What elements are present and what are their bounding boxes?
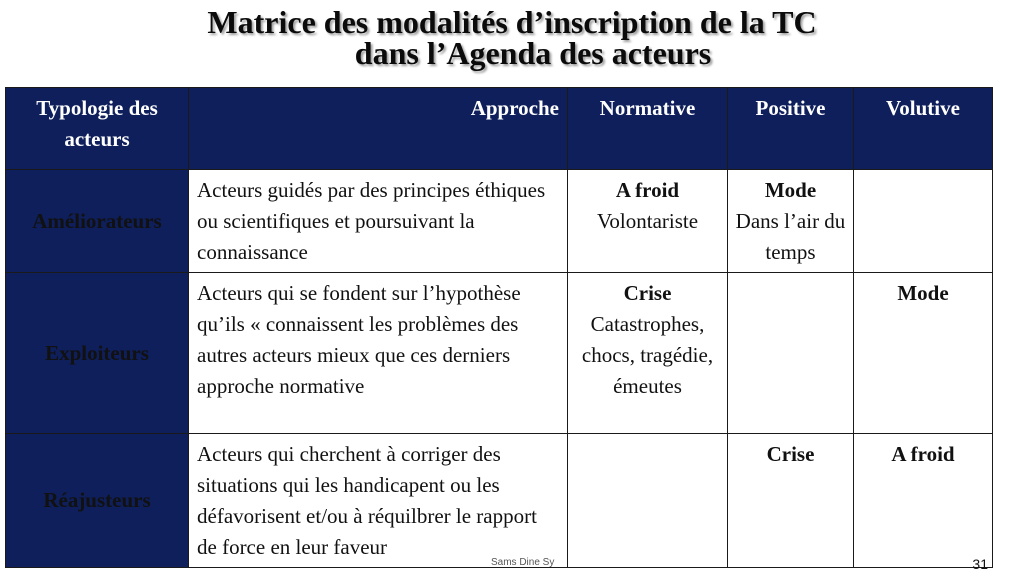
footer-author: Sams Dine Sy	[491, 557, 555, 568]
header-approche: Approche	[189, 88, 568, 170]
header-typologie: Typologie des acteurs	[6, 88, 189, 170]
table-row-reajusteurs	[6, 434, 993, 568]
cell-normative	[568, 273, 728, 434]
cell-bold-text: Mode	[764, 178, 817, 202]
cell-volutive	[854, 170, 993, 273]
header-positive: Positive	[728, 88, 854, 170]
row-description: Acteurs qui cherchent à corriger des situations qui les handicapent ou les défavorisent et/ou à réquilbrer le rapport de force en leur faveur	[189, 434, 568, 568]
table-row-exploiteurs	[6, 273, 993, 434]
cell-bold-text: Mode	[897, 281, 949, 305]
table-row-ameliorateurs	[6, 170, 993, 273]
cell-text: Catastrophes, chocs, tragédie, émeutes	[581, 312, 714, 398]
cell-normative	[568, 170, 728, 273]
cell-volutive	[854, 434, 993, 568]
cell-positive	[728, 170, 854, 273]
cell-volutive	[854, 273, 993, 434]
title-line-2: dans l’Agenda des acteurs	[354, 35, 712, 71]
row-label: Exploiteurs	[6, 273, 189, 434]
cell-text: Volontariste	[596, 209, 699, 233]
row-label: Réajusteurs	[6, 434, 189, 568]
cell-positive	[728, 273, 854, 434]
cell-bold-text: A froid	[615, 178, 680, 202]
row-label: Améliorateurs	[6, 170, 189, 273]
row-description: Acteurs guidés par des principes éthiques ou scientifiques et poursuivant la connaissance	[189, 170, 568, 273]
title-line-1: Matrice des modalités d’inscription de la TC	[207, 4, 817, 40]
cell-bold-text: Crise	[766, 442, 815, 466]
cell-text: Dans l’air du temps	[735, 209, 846, 264]
cell-positive	[728, 434, 854, 568]
cell-bold-text: Crise	[623, 281, 672, 305]
cell-bold-text: A froid	[891, 442, 955, 466]
modalites-matrix-table	[5, 87, 993, 568]
header-normative: Normative	[568, 88, 728, 170]
slide-title	[0, 2, 1024, 73]
row-description: Acteurs qui se fondent sur l’hypothèse qu’ils « connaissent les problèmes des autres acteurs mieux que ces derniers approche normative	[189, 273, 568, 434]
table-header-row	[6, 88, 993, 170]
header-volutive: Volutive	[854, 88, 993, 170]
page-number: 31	[972, 556, 988, 572]
cell-normative	[568, 434, 728, 568]
